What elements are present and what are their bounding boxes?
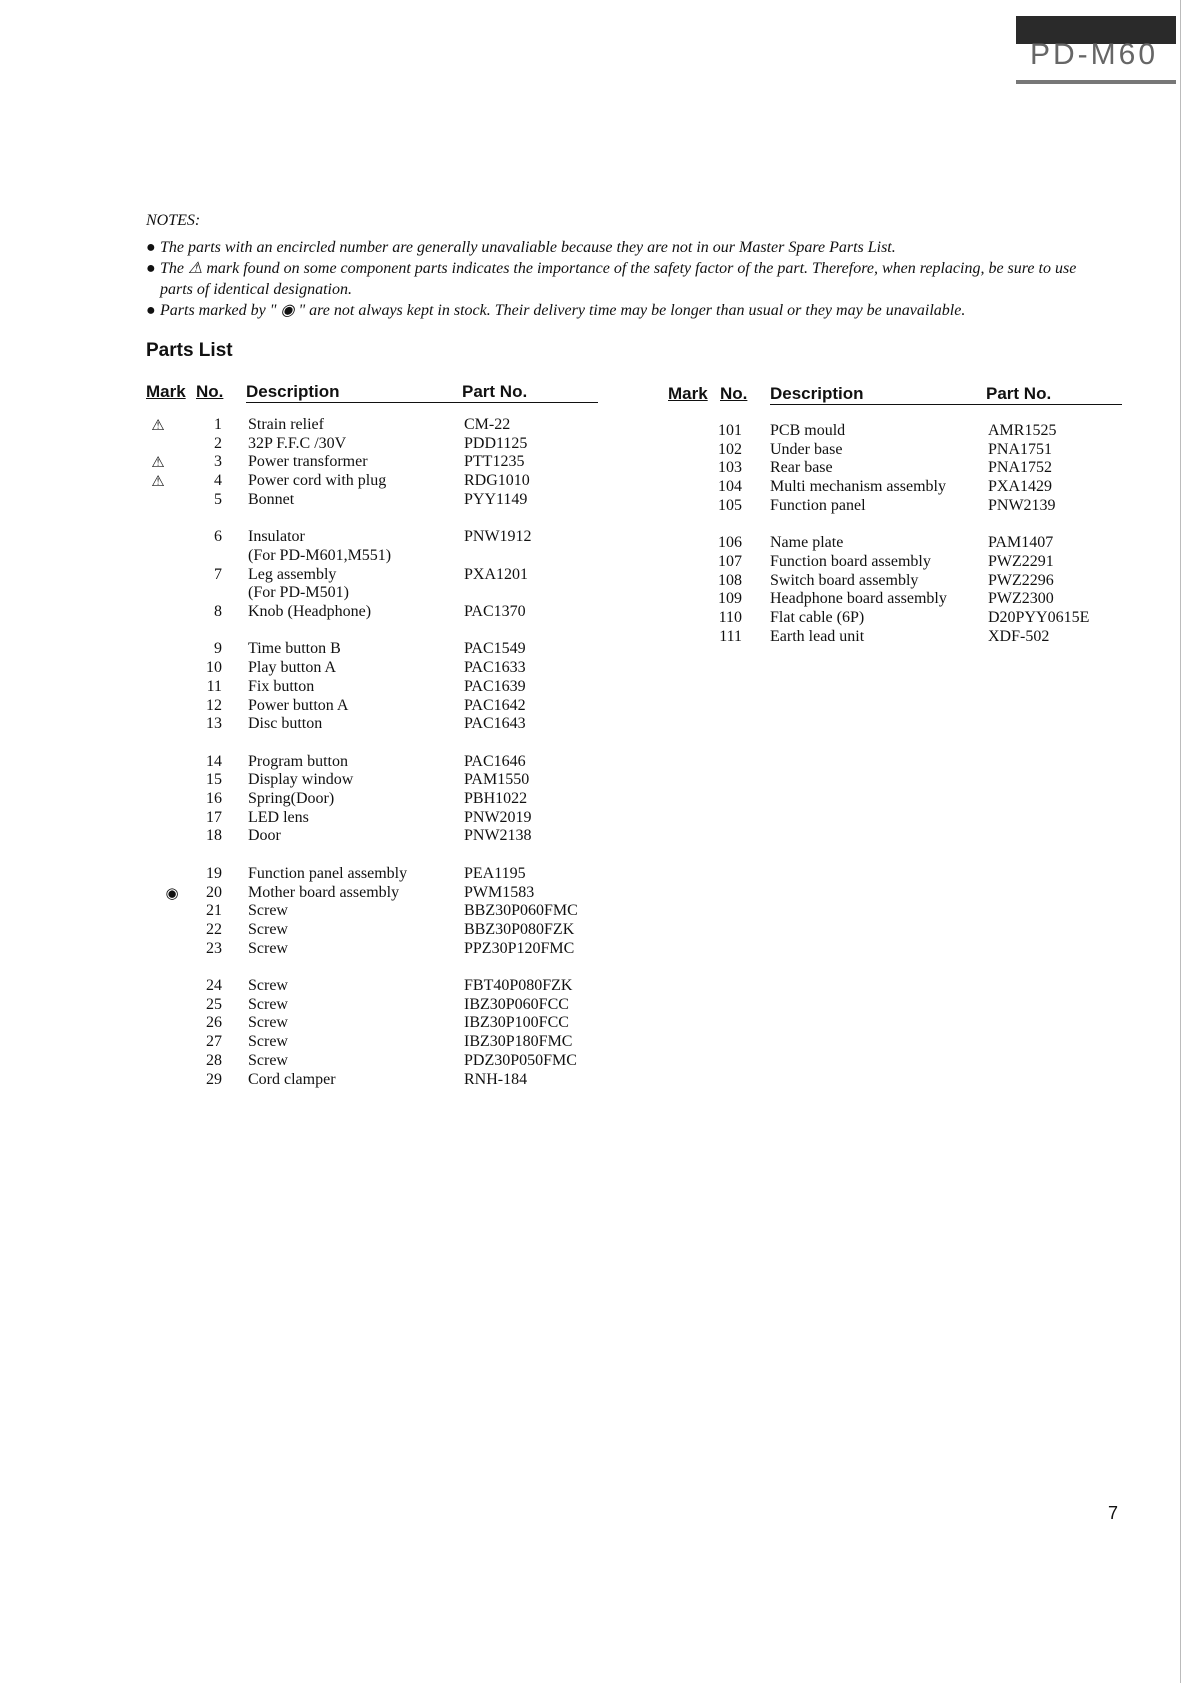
part-code: PAC1646 xyxy=(464,752,526,770)
part-code: PNW1912 xyxy=(464,528,532,546)
parts-row xyxy=(146,715,596,734)
part-number-index: 23 xyxy=(206,939,222,957)
part-code: PNW2138 xyxy=(464,827,532,845)
part-code: PAC1639 xyxy=(464,677,526,695)
parts-row xyxy=(146,640,596,659)
part-code: PAM1407 xyxy=(988,534,1054,552)
part-number-index: 101 xyxy=(718,422,742,439)
bullet-icon: ● xyxy=(146,260,156,277)
part-code: PXA1201 xyxy=(464,565,529,583)
note-text: The parts with an encircled number are generally unavaliable because they are not in our Master Spare Parts List. xyxy=(160,239,896,256)
parts-row xyxy=(668,572,1128,591)
part-code: PNW2139 xyxy=(988,496,1056,514)
parts-row xyxy=(146,753,596,772)
part-number-index: 14 xyxy=(206,752,222,770)
part-number-index: 7 xyxy=(214,565,222,583)
part-code: BBZ30P060FMC xyxy=(464,902,578,920)
part-description: Power cord with plug xyxy=(248,472,387,490)
part-description: (For PD-M601,M551) xyxy=(248,546,392,564)
note-text: The ⚠ mark found on some component parts indicates the importance of the safety factor of the part. Therefore, when replacing, be sure to use parts of identical designation. xyxy=(160,260,1077,298)
parts-row xyxy=(146,827,596,846)
warning-triangle-icon: ⚠ xyxy=(151,453,165,472)
part-description: Function panel assembly xyxy=(248,864,408,882)
part-number-index: 13 xyxy=(206,715,222,733)
parts-row xyxy=(146,771,596,790)
part-code: IBZ30P060FCC xyxy=(464,995,569,1013)
part-code: RDG1010 xyxy=(464,472,530,490)
part-number-index: 28 xyxy=(206,1051,222,1069)
header-description: Description xyxy=(246,382,340,401)
part-description: Function panel xyxy=(770,496,866,514)
part-code: PDD1125 xyxy=(464,434,528,452)
parts-row xyxy=(668,628,1128,647)
part-code: PAC1633 xyxy=(464,659,526,677)
part-description: Bonnet xyxy=(248,490,295,508)
part-description: Insulator xyxy=(248,528,305,546)
parts-row xyxy=(146,884,596,903)
parts-row xyxy=(668,459,1128,478)
part-code: XDF-502 xyxy=(988,627,1050,645)
parts-row xyxy=(668,497,1128,516)
part-description: Screw xyxy=(248,977,288,994)
parts-row xyxy=(146,659,596,678)
parts-row xyxy=(146,1033,596,1052)
parts-row xyxy=(146,809,596,828)
parts-row xyxy=(146,1014,596,1033)
parts-row xyxy=(146,865,596,884)
part-code: FBT40P080FZK xyxy=(464,977,573,994)
part-description: Screw xyxy=(248,1051,288,1069)
part-description: Screw xyxy=(248,902,288,920)
part-code: PAC1643 xyxy=(464,715,526,733)
part-code: RNH-184 xyxy=(464,1070,528,1088)
part-number-index: 29 xyxy=(206,1070,222,1088)
part-number-index: 25 xyxy=(206,995,222,1013)
part-number-index: 110 xyxy=(718,609,742,626)
part-number-index: 102 xyxy=(718,440,742,458)
part-description: Rear base xyxy=(770,459,833,477)
part-description: Screw xyxy=(248,995,288,1013)
part-code: PDZ30P050FMC xyxy=(464,1051,577,1069)
parts-list-title: Parts List xyxy=(146,340,233,361)
part-description: Screw xyxy=(248,1033,288,1051)
part-code: IBZ30P100FCC xyxy=(464,1014,569,1032)
part-description: Display window xyxy=(248,771,354,789)
part-description: 32P F.F.C /30V xyxy=(248,434,347,452)
part-code: PAM1550 xyxy=(464,771,530,789)
part-number-index: 15 xyxy=(206,771,222,789)
part-number-index: 108 xyxy=(718,571,742,589)
part-description: Cord clamper xyxy=(248,1070,336,1088)
parts-row xyxy=(146,453,596,472)
part-code: PAC1642 xyxy=(464,696,526,714)
part-number-index: 21 xyxy=(206,902,222,920)
parts-row xyxy=(146,1052,596,1071)
part-number-index: 3 xyxy=(214,453,222,471)
parts-row xyxy=(146,603,596,622)
part-number-index: 9 xyxy=(214,640,222,658)
model-tag-underline xyxy=(1016,80,1176,84)
part-number-index: 20 xyxy=(206,883,222,901)
header-rule xyxy=(246,402,598,403)
part-number-index: 26 xyxy=(206,1014,222,1032)
parts-row xyxy=(146,547,596,566)
part-number-index: 111 xyxy=(719,627,742,645)
parts-row xyxy=(146,940,596,959)
part-description: Spring(Door) xyxy=(248,790,335,807)
part-description: Power transformer xyxy=(248,453,368,471)
part-code: PNW2019 xyxy=(464,808,532,826)
part-description: Power button A xyxy=(248,696,349,714)
parts-row xyxy=(146,977,596,996)
parts-row xyxy=(146,921,596,940)
part-code: PEA1195 xyxy=(464,864,526,882)
part-code: CM-22 xyxy=(464,416,511,433)
parts-row xyxy=(146,435,596,454)
parts-row xyxy=(146,472,596,491)
parts-row xyxy=(146,902,596,921)
part-code: PAC1370 xyxy=(464,603,526,620)
part-description: Disc button xyxy=(248,715,323,733)
parts-row xyxy=(668,478,1128,497)
bullet-icon: ● xyxy=(146,239,156,256)
parts-row xyxy=(146,996,596,1015)
header-part-no: Part No. xyxy=(462,382,528,401)
bullet-icon: ● xyxy=(146,302,156,319)
warning-triangle-icon: ⚠ xyxy=(151,416,165,434)
part-code: PPZ30P120FMC xyxy=(464,939,575,957)
note-item xyxy=(146,237,1106,258)
parts-row xyxy=(146,528,596,547)
header-part-no: Part No. xyxy=(986,384,1052,403)
part-code: PWZ2291 xyxy=(988,552,1054,570)
parts-row xyxy=(146,697,596,716)
part-number-index: 107 xyxy=(718,552,742,570)
part-description: Under base xyxy=(770,440,843,458)
part-description: LED lens xyxy=(248,808,309,826)
part-number-index: 6 xyxy=(214,528,222,546)
parts-row xyxy=(668,553,1128,572)
part-description: Screw xyxy=(248,920,288,938)
page-edge-rule xyxy=(1180,0,1181,1683)
part-number-index: 17 xyxy=(206,808,222,826)
part-code: D20PYY0615E xyxy=(988,609,1090,626)
part-code: PTT1235 xyxy=(464,453,525,471)
parts-row xyxy=(668,609,1128,628)
part-description: Screw xyxy=(248,1014,288,1032)
part-number-index: 18 xyxy=(206,827,222,845)
part-number-index: 12 xyxy=(206,696,222,714)
part-number-index: 109 xyxy=(718,590,742,608)
model-name: PD-M60 xyxy=(1030,38,1159,71)
parts-row xyxy=(146,584,596,603)
part-number-index: 4 xyxy=(214,472,222,490)
part-number-index: 8 xyxy=(214,603,222,620)
note-item xyxy=(146,258,1106,300)
parts-row xyxy=(668,441,1128,460)
part-description: Screw xyxy=(248,939,288,957)
parts-row xyxy=(146,491,596,510)
notes-section xyxy=(146,210,1106,321)
part-number-index: 11 xyxy=(206,677,222,695)
part-description: Fix button xyxy=(248,677,315,695)
part-number-index: 16 xyxy=(206,790,222,807)
part-code: PNA1751 xyxy=(988,440,1053,458)
header-mark: Mark xyxy=(668,384,708,403)
part-description: Function board assembly xyxy=(770,552,931,570)
notes-title: NOTES: xyxy=(146,212,201,229)
part-code: PAC1549 xyxy=(464,640,526,658)
note-item xyxy=(146,300,1106,321)
part-description: Strain relief xyxy=(248,416,324,433)
part-number-index: 105 xyxy=(718,496,742,514)
part-number-index: 106 xyxy=(718,534,742,552)
warning-triangle-icon: ⚠ xyxy=(151,472,165,491)
part-number-index: 103 xyxy=(718,459,742,477)
header-no: No. xyxy=(720,384,748,403)
part-description: (For PD-M501) xyxy=(248,584,349,602)
note-text: Parts marked by " ◉ " are not always kept in stock. Their delivery time may be longer than usual or they may be unavailable. xyxy=(160,302,966,319)
part-description: Knob (Headphone) xyxy=(248,603,372,620)
part-number-index: 24 xyxy=(206,977,222,994)
page-number: 7 xyxy=(1108,1503,1119,1523)
part-description: Flat cable (6P) xyxy=(770,609,865,626)
part-code: PYY1149 xyxy=(464,490,528,508)
parts-row xyxy=(146,416,596,435)
part-code: IBZ30P180FMC xyxy=(464,1033,573,1051)
header-rule xyxy=(770,404,1122,405)
parts-row xyxy=(668,534,1128,553)
part-description: Leg assembly xyxy=(248,565,337,583)
part-number-index: 2 xyxy=(214,434,222,452)
part-description: Program button xyxy=(248,752,348,770)
part-description: Earth lead unit xyxy=(770,627,865,645)
part-number-index: 104 xyxy=(718,478,742,496)
part-code: PWZ2296 xyxy=(988,571,1054,589)
header-no: No. xyxy=(196,382,224,401)
part-description: Switch board assembly xyxy=(770,571,919,589)
parts-row xyxy=(146,678,596,697)
part-description: Door xyxy=(248,827,281,845)
parts-row xyxy=(668,590,1128,609)
part-description: Multi mechanism assembly xyxy=(770,478,946,496)
parts-row xyxy=(146,1071,596,1090)
part-code: AMR1525 xyxy=(988,422,1057,439)
part-code: PNA1752 xyxy=(988,459,1053,477)
part-number-index: 27 xyxy=(206,1033,222,1051)
header-mark: Mark xyxy=(146,382,186,401)
part-description: Headphone board assembly xyxy=(770,590,947,608)
header-description: Description xyxy=(770,384,864,403)
part-number-index: 22 xyxy=(206,920,222,938)
part-number-index: 1 xyxy=(214,416,222,433)
model-tag xyxy=(1016,16,1176,86)
part-code: PBH1022 xyxy=(464,790,528,807)
part-code: PXA1429 xyxy=(988,478,1053,496)
encircled-dot-icon: ◉ xyxy=(165,883,179,902)
part-description: PCB mould xyxy=(770,422,846,439)
part-number-index: 19 xyxy=(206,864,222,882)
parts-row xyxy=(146,790,596,809)
part-description: Mother board assembly xyxy=(248,883,400,901)
part-number-index: 5 xyxy=(214,490,222,508)
part-code: PWM1583 xyxy=(464,883,535,901)
parts-row xyxy=(668,422,1128,441)
part-description: Play button A xyxy=(248,659,337,677)
part-number-index: 10 xyxy=(206,659,222,677)
part-description: Time button B xyxy=(248,640,341,658)
parts-row xyxy=(146,566,596,585)
part-code: BBZ30P080FZK xyxy=(464,920,575,938)
part-code: PWZ2300 xyxy=(988,590,1054,608)
part-description: Name plate xyxy=(770,534,844,552)
